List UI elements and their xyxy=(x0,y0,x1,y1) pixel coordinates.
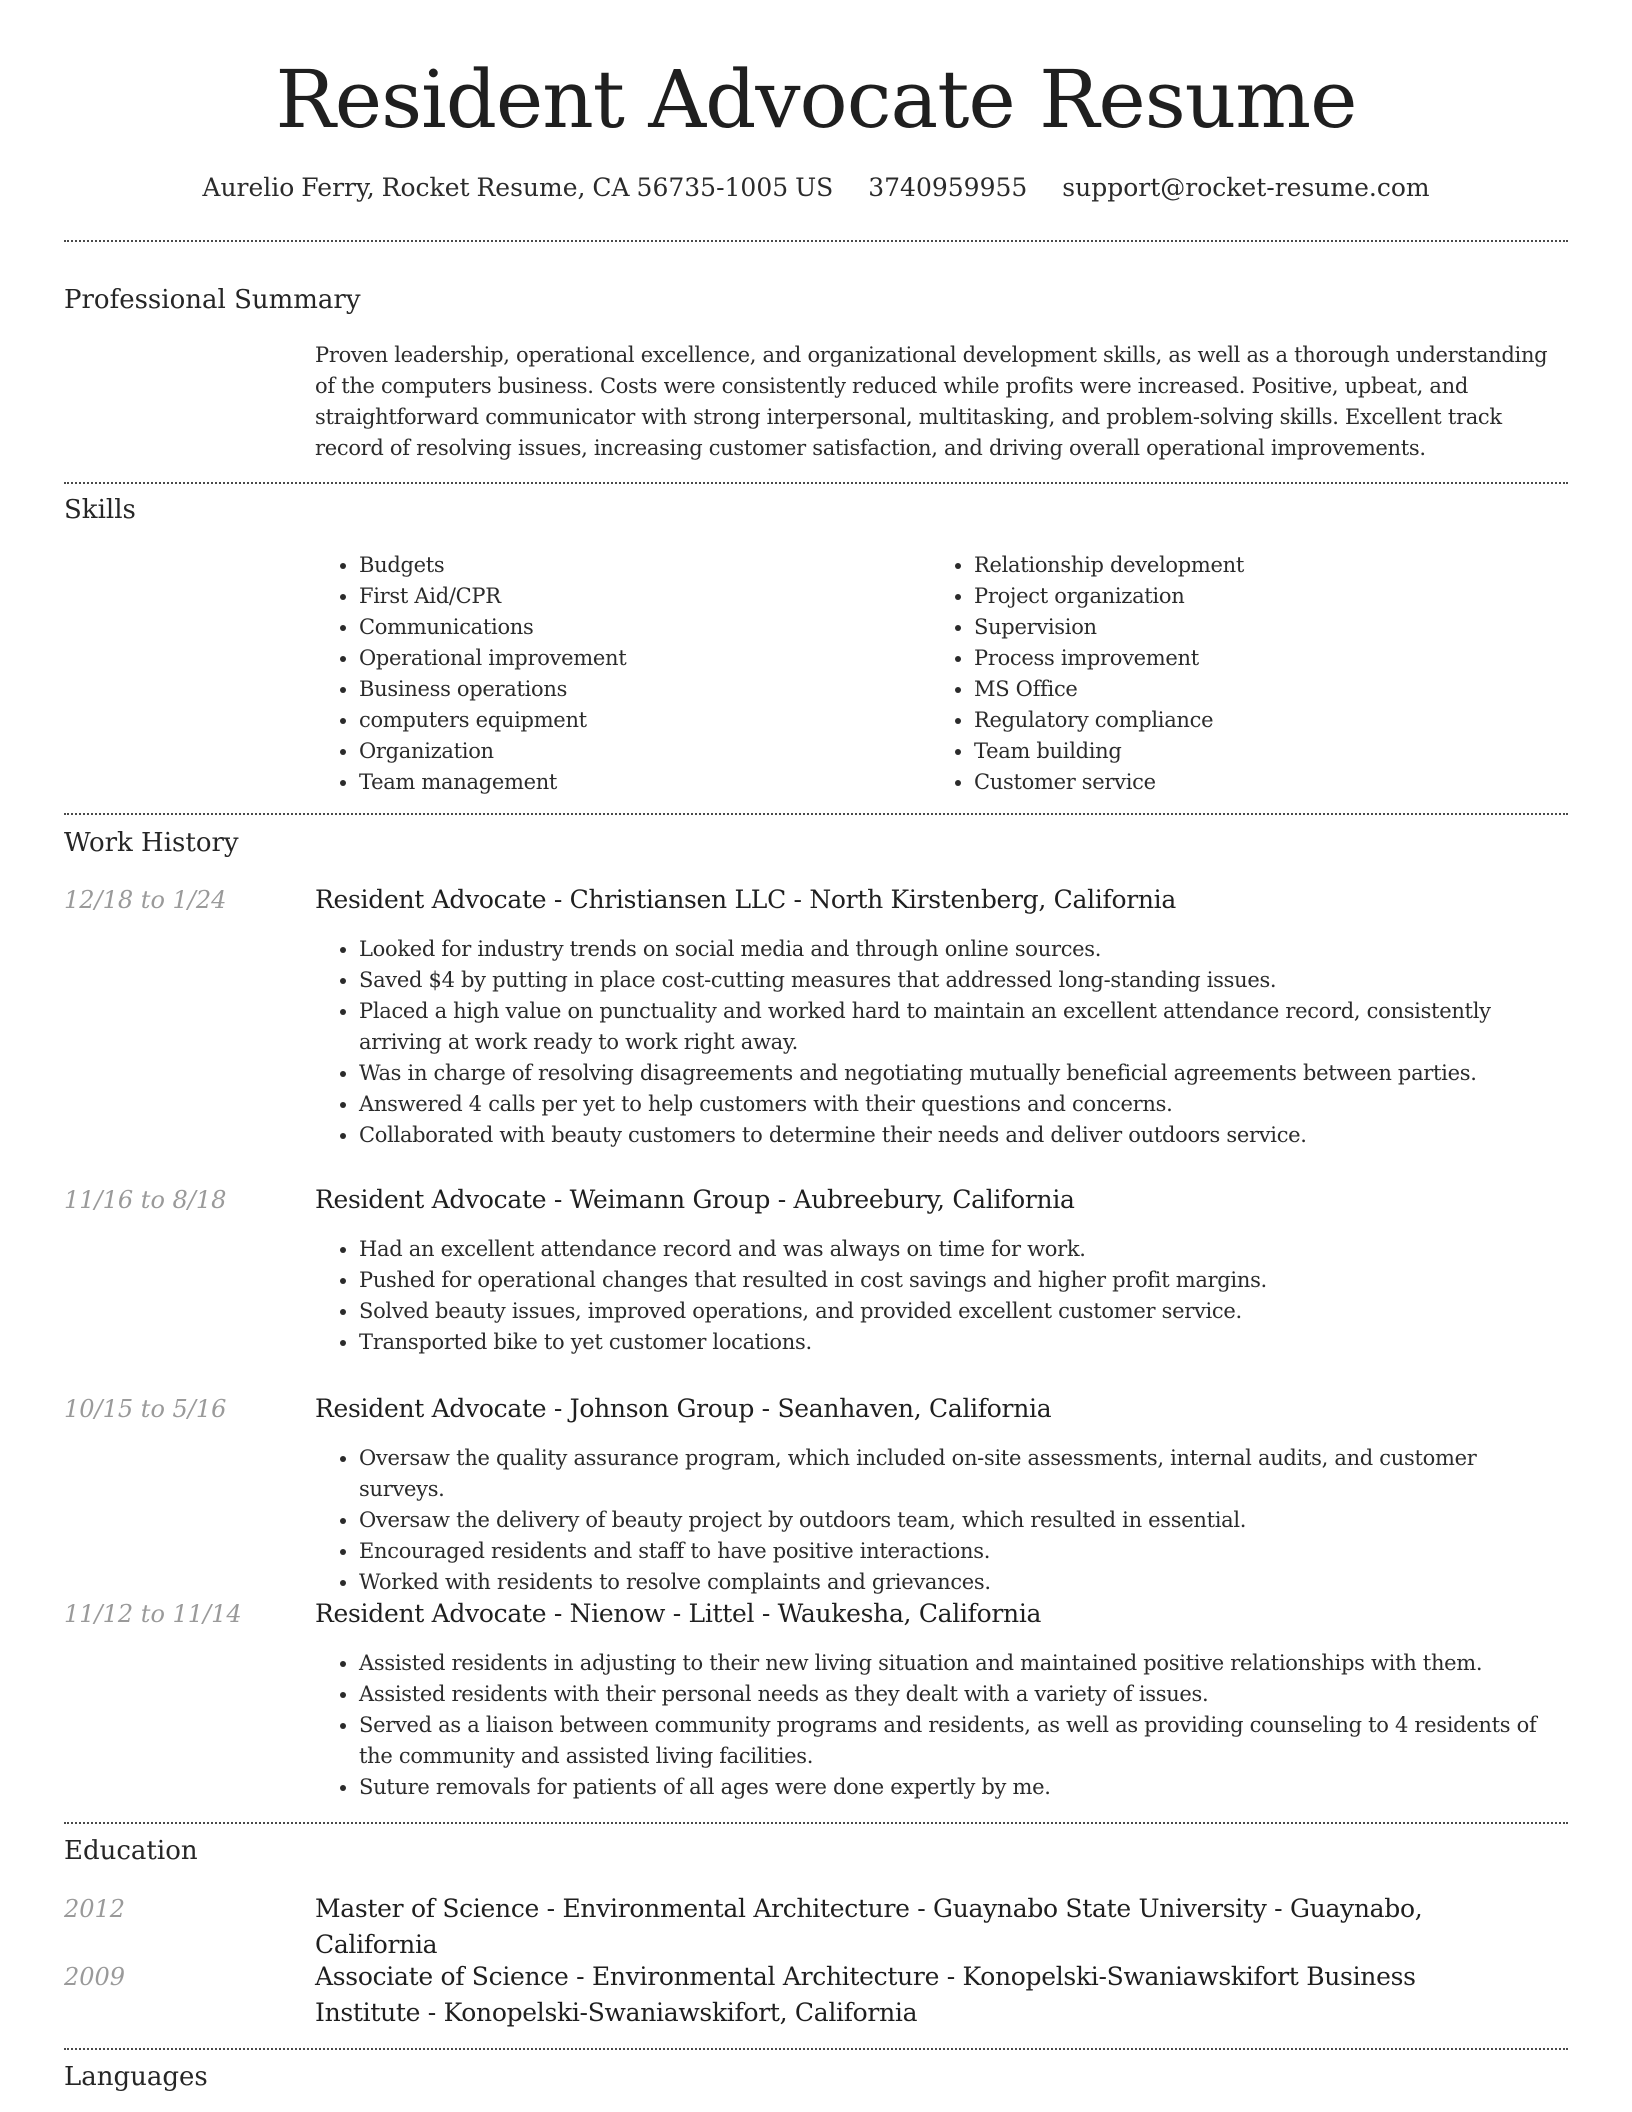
skill-item: • Team management xyxy=(359,767,915,798)
resume-title: Resident Advocate Resume xyxy=(275,53,1357,146)
job-dates: 12/18 to 1/24 xyxy=(64,886,227,914)
job-duty: • Saved $4 by putting in place cost-cutting measures that addressed long-standing issues. xyxy=(359,965,1568,996)
skill-item: • Business operations xyxy=(359,674,915,705)
job-title: Resident Advocate - Johnson Group - Seanhaven, California xyxy=(315,1394,1052,1423)
job-duty: • Oversaw the quality assurance program, which included on-site assessments, internal audits, and customer surveys. xyxy=(359,1443,1568,1505)
skill-item: • Process improvement xyxy=(974,643,1530,674)
job-duty: • Encouraged residents and staff to have positive interactions. xyxy=(359,1536,1568,1567)
job-duty: • Worked with residents to resolve complaints and grievances. xyxy=(359,1567,1568,1598)
contact-line xyxy=(64,170,1568,206)
skill-item: • Relationship development xyxy=(974,550,1530,581)
job-dates: 10/15 to 5/16 xyxy=(64,1395,227,1423)
job-title: Resident Advocate - Weimann Group - Aubreebury, California xyxy=(315,1185,1075,1214)
job-duty: • Transported bike to yet customer locations. xyxy=(359,1327,1568,1358)
skill-item: • Budgets xyxy=(359,550,915,581)
skill-item: • Team building xyxy=(974,736,1530,767)
skills-column-right xyxy=(930,550,1530,798)
skill-item: • Regulatory compliance xyxy=(974,705,1530,736)
section-title-work: Work History xyxy=(64,828,239,858)
skill-item: • Supervision xyxy=(974,612,1530,643)
job-dates: 11/16 to 8/18 xyxy=(64,1186,227,1214)
job-duty: • Looked for industry trends on social media and through online sources. xyxy=(359,934,1568,965)
education-year: 2012 xyxy=(64,1895,126,1923)
job-duty: • Assisted residents in adjusting to their new living situation and maintained positive relationships with them. xyxy=(359,1648,1568,1679)
skill-item: • Project organization xyxy=(974,581,1530,612)
skill-item: • MS Office xyxy=(974,674,1530,705)
job-duty: • Pushed for operational changes that resulted in cost savings and higher profit margins. xyxy=(359,1265,1568,1296)
section-title-skills: Skills xyxy=(64,495,136,525)
education-entry: Master of Science - Environmental Architecture - Guaynabo State University - Guaynabo, California xyxy=(315,1894,1423,1959)
job-duty: • Solved beauty issues, improved operations, and provided excellent customer service. xyxy=(359,1296,1568,1327)
contact-phone: 3740959955 xyxy=(868,173,1028,202)
section-title-summary: Professional Summary xyxy=(64,285,361,315)
job-duty: • Collaborated with beauty customers to determine their needs and deliver outdoors service. xyxy=(359,1120,1568,1151)
job-duty: • Answered 4 calls per yet to help customers with their questions and concerns. xyxy=(359,1089,1568,1120)
skill-item: • Organization xyxy=(359,736,915,767)
divider xyxy=(64,1822,1568,1824)
job-title: Resident Advocate - Nienow - Littel - Waukesha, California xyxy=(315,1599,1042,1628)
skill-item: • Operational improvement xyxy=(359,643,915,674)
divider xyxy=(64,2048,1568,2050)
job-duty: • Was in charge of resolving disagreements and negotiating mutually beneficial agreements between parties. xyxy=(359,1058,1568,1089)
job-title: Resident Advocate - Christiansen LLC - North Kirstenberg, California xyxy=(315,885,1176,914)
divider xyxy=(64,813,1568,815)
skill-item: • computers equipment xyxy=(359,705,915,736)
education-entry: Associate of Science - Environmental Architecture - Konopelski-Swaniawskifort Business Institute - Konopelski-Swaniawskifort, California xyxy=(315,1962,1416,2027)
job-duties xyxy=(315,1234,1568,1358)
job-duty: • Suture removals for patients of all ages were done expertly by me. xyxy=(359,1772,1568,1803)
job-duties xyxy=(315,1648,1568,1803)
summary-text: Proven leadership, operational excellence, and organizational development skills, as well as a thorough understanding of the computers business. Costs were consistently reduced while profits were increased. Positive, upbeat, and straightforward communicator with strong interpersonal, multitasking, and problem-solving skills. Excellent track record of resolving issues, increasing customer satisfaction, and driving overall operational improvements. xyxy=(315,343,1548,460)
job-duty: • Had an excellent attendance record and was always on time for work. xyxy=(359,1234,1568,1265)
skill-item: • Communications xyxy=(359,612,915,643)
contact-address: Aurelio Ferry, Rocket Resume, CA 56735-1005 US xyxy=(202,173,834,202)
job-duty: • Oversaw the delivery of beauty project by outdoors team, which resulted in essential. xyxy=(359,1505,1568,1536)
divider xyxy=(64,482,1568,484)
job-duty: • Placed a high value on punctuality and worked hard to maintain an excellent attendance record, consistently arriving at work ready to work right away. xyxy=(359,996,1568,1058)
divider xyxy=(64,240,1568,242)
section-title-languages: Languages xyxy=(64,2062,208,2092)
job-duties xyxy=(315,934,1568,1151)
skill-item: • Customer service xyxy=(974,767,1530,798)
job-dates: 11/12 to 11/14 xyxy=(64,1600,242,1628)
skill-item: • First Aid/CPR xyxy=(359,581,915,612)
contact-email[interactable]: support@rocket-resume.com xyxy=(1062,173,1430,202)
education-year: 2009 xyxy=(64,1963,126,1991)
skills-column-left xyxy=(315,550,915,798)
section-title-education: Education xyxy=(64,1836,198,1866)
job-duties xyxy=(315,1443,1568,1598)
job-duty: • Served as a liaison between community programs and residents, as well as providing counseling to 4 residents of the community and assisted living facilities. xyxy=(359,1710,1568,1772)
job-duty: • Assisted residents with their personal needs as they dealt with a variety of issues. xyxy=(359,1679,1568,1710)
